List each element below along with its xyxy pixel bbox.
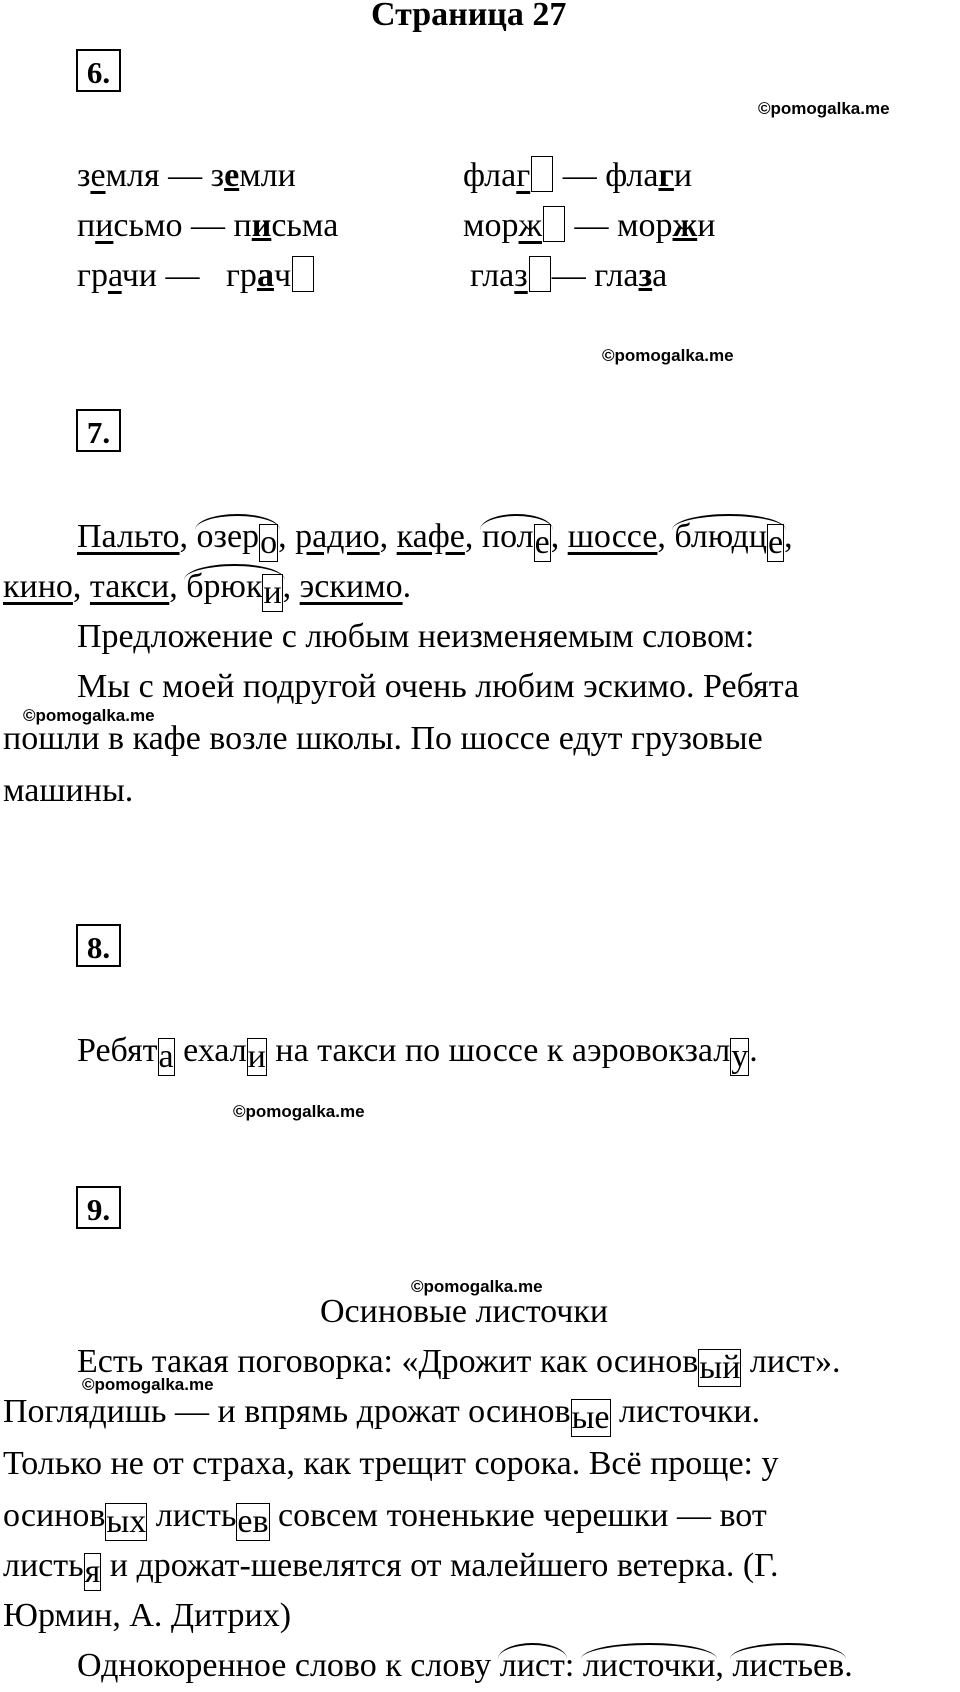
ex7-answer-line2: пошли в кафе возле школы. По шоссе едут грузовые bbox=[3, 720, 763, 757]
watermark: ©pomogalka.me bbox=[602, 346, 734, 365]
exercise-7-number: 7. bbox=[76, 409, 121, 452]
ex6-row2-right: морж — моржи bbox=[463, 207, 716, 244]
watermark: ©pomogalka.me bbox=[411, 1277, 543, 1296]
ex9-line5: листья и дрожат-шевелятся от малейшего ветерка. (Г. bbox=[3, 1547, 779, 1590]
exercise-6-number: 6. bbox=[76, 49, 121, 92]
ex9-heading: Осиновые листочки bbox=[320, 1293, 609, 1330]
exercise-9-number: 9. bbox=[76, 1186, 121, 1229]
ex6-row1-left: земля — земли bbox=[77, 157, 296, 194]
ex8-sentence: Ребята ехали на такси по шоссе к аэровокзалу. bbox=[77, 1032, 758, 1075]
ex7-answer-line1: Мы с моей подругой очень любим эскимо. Ребята bbox=[77, 668, 800, 705]
ending-box bbox=[531, 156, 553, 192]
watermark: ©pomogalka.me bbox=[233, 1102, 365, 1121]
ex6-row3-left: грачи — грач bbox=[77, 251, 315, 301]
ex9-line2: Поглядишь — и впрямь дрожат осиновые листочки. bbox=[3, 1393, 761, 1436]
ex9-line1: Есть такая поговорка: «Дрожит как осиновый лист». bbox=[77, 1343, 841, 1386]
watermark: ©pomogalka.me bbox=[758, 99, 890, 118]
ending-box bbox=[543, 206, 565, 242]
ex6-row2-left: письмо — письма bbox=[77, 207, 339, 244]
ex7-prompt: Предложение с любым неизменяемым словом: bbox=[77, 618, 755, 655]
ending-box bbox=[529, 256, 551, 292]
ex6-row1-right: флаг — флаги bbox=[463, 157, 693, 194]
ex9-line7: Однокоренное слово к слову лист: листочки, листьев. bbox=[77, 1641, 853, 1691]
ex6-row3-right: глаз — глаза bbox=[470, 257, 668, 294]
ex7-words-line2: кино, такси, брюки, эскимо. bbox=[3, 562, 411, 612]
ex7-words-line1: Пальто, озеро, радио, кафе, поле, шоссе, блюдце, bbox=[77, 512, 793, 562]
ex9-line3: Только не от страха, как трещит сорока. Всё проще: у bbox=[3, 1445, 779, 1482]
exercise-8-number: 8. bbox=[76, 924, 121, 967]
ex7-answer-line3: машины. bbox=[3, 772, 134, 809]
ex9-line4: осиновых листьев совсем тоненькие черешки — вот bbox=[3, 1497, 767, 1540]
page-title: Страница 27 bbox=[371, 0, 567, 33]
watermark: ©pomogalka.me bbox=[23, 706, 155, 725]
watermark: ©pomogalka.me bbox=[82, 1375, 214, 1394]
ending-box bbox=[292, 256, 314, 292]
ex9-line6: Юрмин, А. Дитрих) bbox=[3, 1597, 292, 1634]
